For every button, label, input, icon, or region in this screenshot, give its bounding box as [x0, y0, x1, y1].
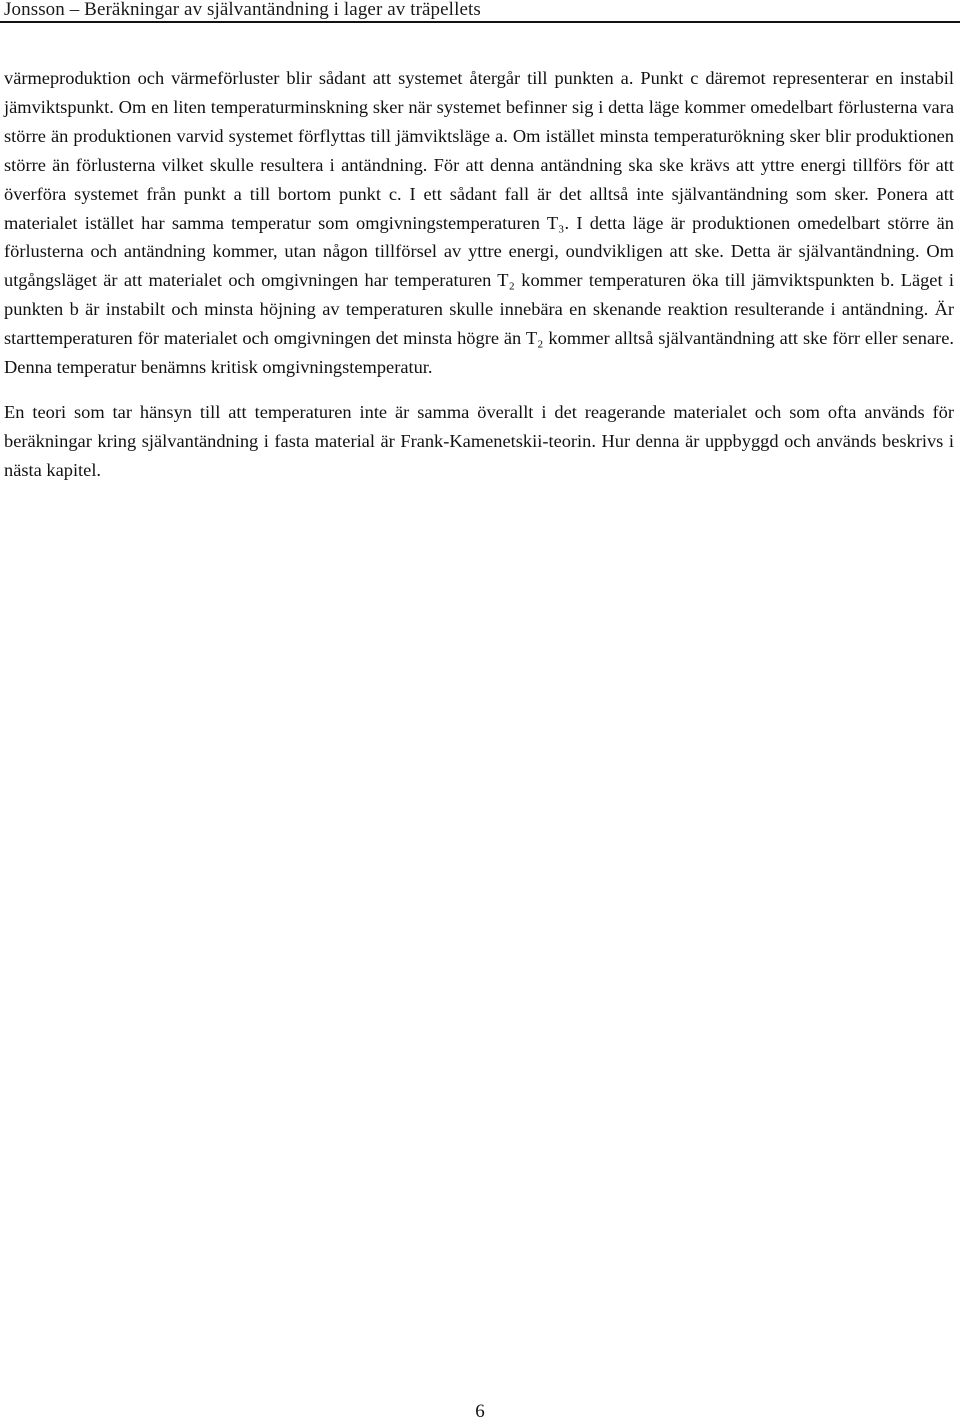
- page-number: 6: [475, 1401, 485, 1422]
- running-header: Jonsson – Beräkningar av självantändning i lager av träpellets: [4, 0, 481, 20]
- paragraph-1: värmeproduktion och värmeförluster blir sådant att systemet återgår till punkten a. Punkt c däremot representerar en instabil jämviktspunkt. Om en liten temperaturminskning sker när systemet befinner sig i detta läge kommer omedelbart förlusterna vara större än produktionen varvid systemet förflyttas till jämviktsläge a. Om istället minsta temperaturökning sker blir produktionen större än förlusterna vilket skulle resultera i antändning. För att denna antändning ska ske krävs att yttre energi tillförs för att överföra systemet från punkt a till bortom punkt c. I ett sådant fall är det alltså inte självantändning som sker. Ponera att materialet istället har samma temperatur som omgivningstemperaturen T₃. I detta läge är produktionen omedelbart större än förlusterna och antändning kommer, utan någon tillförsel av yttre energi, oundvikligen att ske. Detta är självantändning. Om utgångsläget är att materialet och omgivningen har temperaturen T₂ kommer temperaturen öka till jämviktspunkten b. Läget i punkten b är instabilt och minsta höjning av temperaturen skulle innebära en skenande reaktion resulterande i antändning. Är starttemperaturen för materialet och omgivningen det minsta högre än T₂ kommer alltså självantändning att ske förr eller senare. Denna temperatur benämns kritisk omgivningstemperatur.: [4, 68, 954, 378]
- header-divider: [0, 21, 960, 23]
- body-text: [4, 64, 954, 485]
- paragraph-2: En teori som tar hänsyn till att temperaturen inte är samma överallt i det reagerande materialet och som ofta används för beräkningar kring självantändning i fasta material är Frank-Kamenetskii-teorin. Hur denna är uppbyggd och används beskrivs i nästa kapitel.: [4, 401, 954, 480]
